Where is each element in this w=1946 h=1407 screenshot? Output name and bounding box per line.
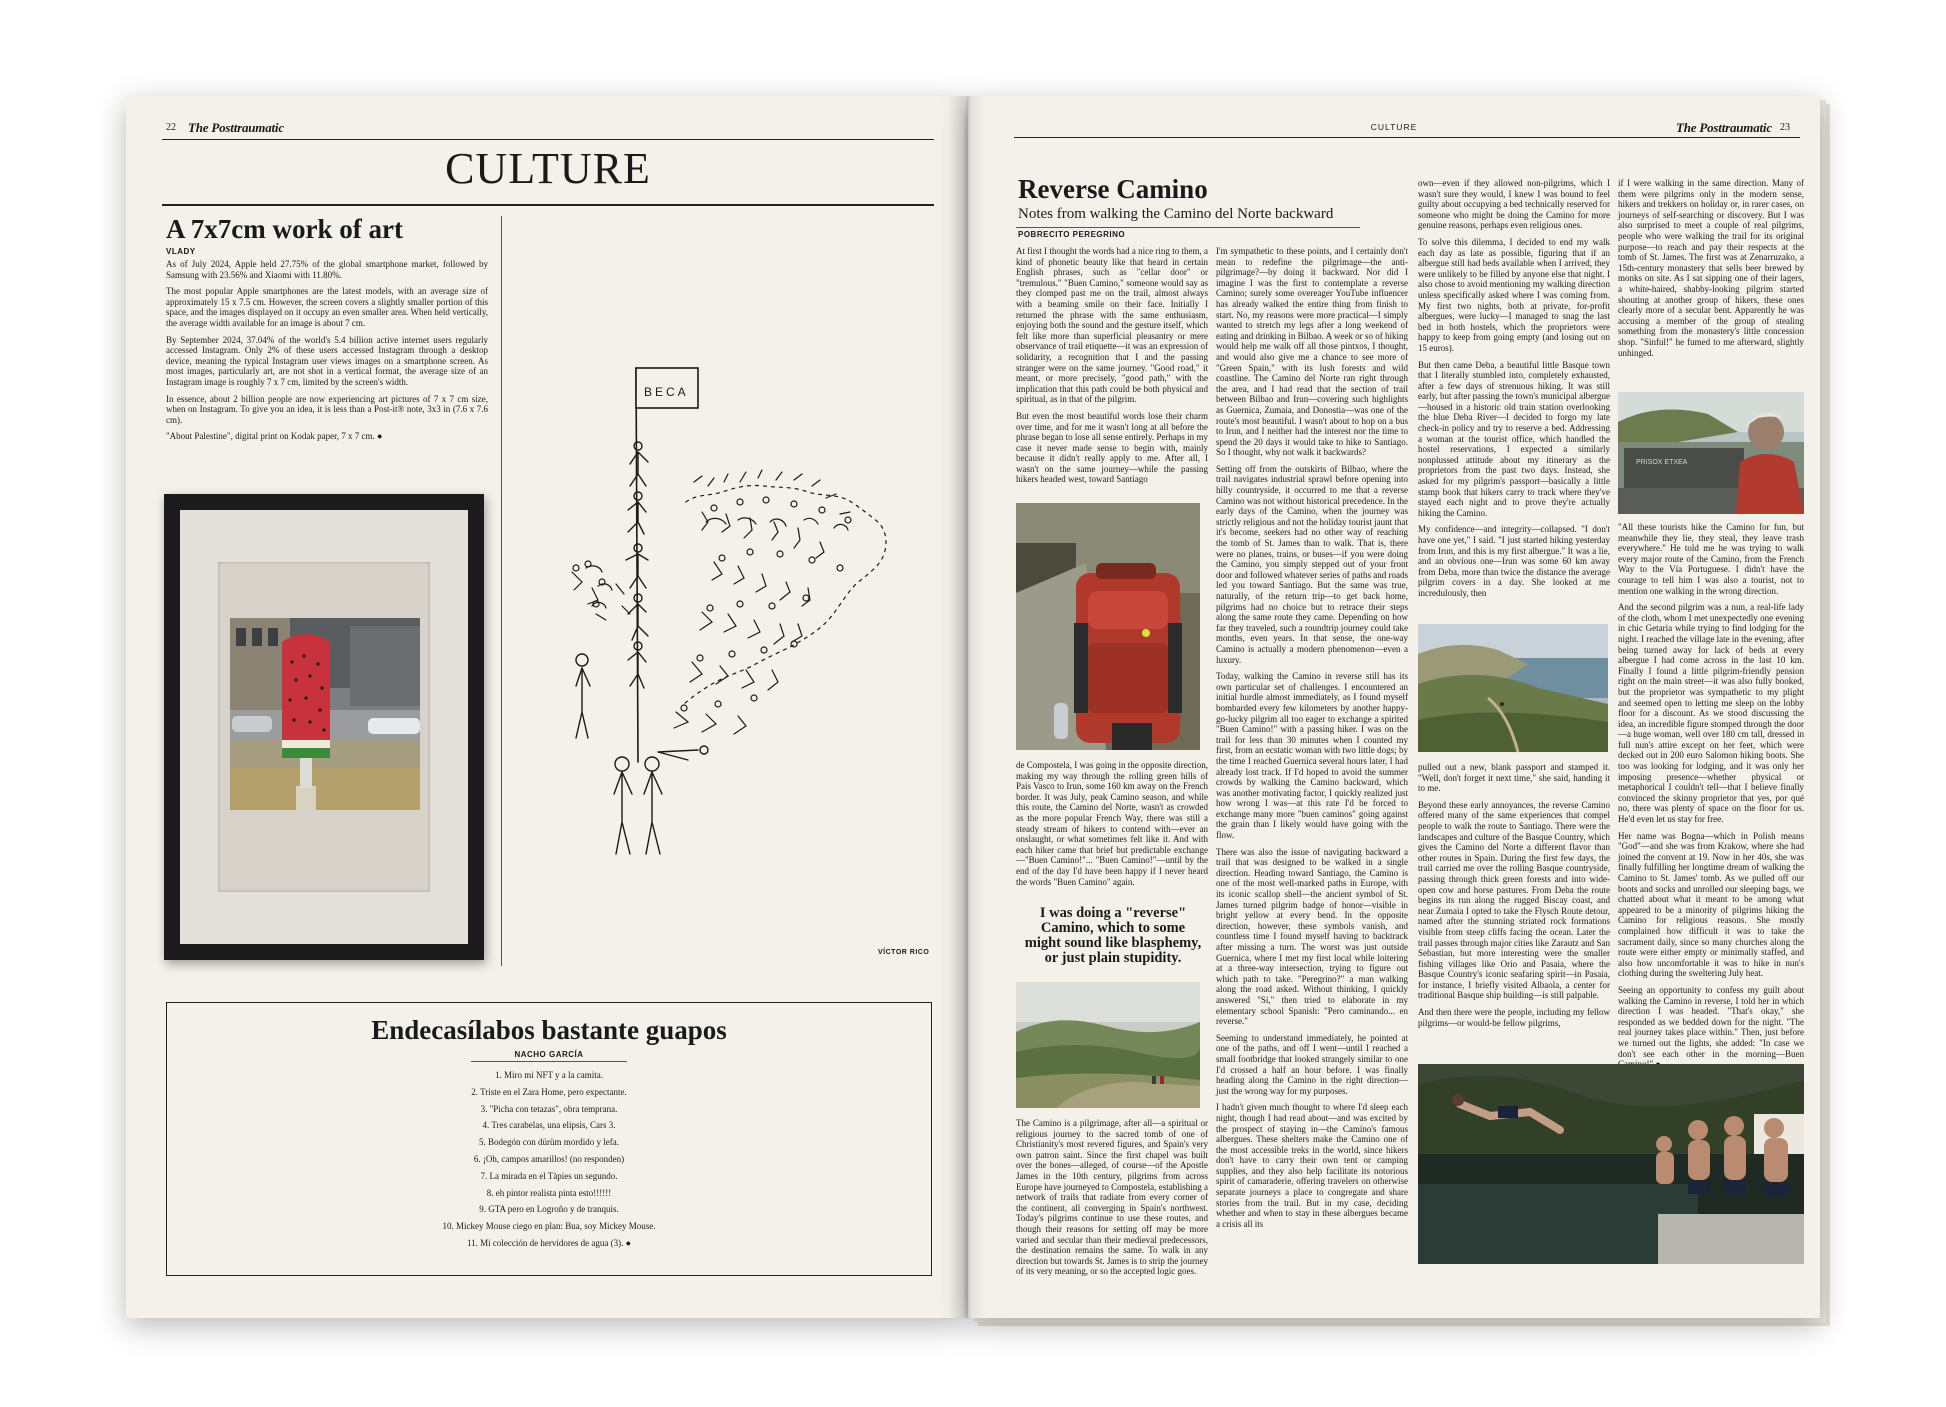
article-paragraph: The Camino is a pilgrimage, after all—a spiritual or religious journey to the sacred tomb of one of Christianity's most revered figures, and Spain's very own patron saint. Since the first chapel was built over the bones—alleged, of course—of the Apostle James in the 10th century, pilgrims from across Europe have journeyed to Compostela, establishing a network of trails that radiate from every corner of the continent, all converging in Spain's northwest. Today's pilgrims continue to use these routes, and though their reasons for setting off may be more varied and secular than their medieval predecessors, the destination remains the same. To walk in any direction but towards St. James is to strip the journey of its very meaning, or so the accepted logic goes.	[1016, 1118, 1208, 1277]
backpack-photo	[1016, 503, 1200, 750]
article-paragraph: In essence, about 2 billion people are now experiencing art pictures of 7 x 7 cm size, when on Instagram. To give you an idea, it is less than a Post-it® note, 3x3 in (7.6 x 7.6 cm).	[166, 393, 488, 425]
article-paragraph: Seeming to understand immediately, he pointed at one of the paths, and off I went—until I reached a small footbridge that looked strangely similar to one I'd crossed a half an hour before. I was finally heading along the Camino in the right direction—just the wrong way for my purposes.	[1216, 1032, 1408, 1096]
article-paragraph: But even the most beautiful words lose their charm over time, and for me it wasn't long at all before the phrase began to lose all sense entirely. Perhaps in my case it never made sense to begin with, mainly because it didn't really apply to me. After all, I wasn't on the same journey—while the passing hikers headed west, toward Santiago	[1016, 410, 1208, 485]
pull-quote: I was doing a "reverse" Camino, which to some might sound like blasphemy, or just plain stupidity.	[1024, 905, 1202, 966]
article-paragraph: By September 2024, 37.04% of the world's 5.4 billion active internet users regularly accessed Instagram. Only 2% of these users accessed Instagram through a desktop device, meaning the typical Instagram user views images on a smartphone screen. As most images, particularly art, are not shot in a vertical format, the average size of an Instagram image is roughly 7 x 7 cm, limited by the screen's width.	[166, 334, 488, 387]
watermelon-ice-pop-photo	[230, 618, 420, 810]
article-paragraph: Seeing an opportunity to confess my guilt about walking the Camino in reverse, I told her in which direction I was headed. "That's okay," she responded as we bedded down for the night. "The real journey takes place within." Then, just before we turned out the lights, she added: "In case we don't see each other in the morning—Buen	[1618, 984, 1804, 1059]
article-paragraph: pulled out a new, blank passport and stamped it. "Well, don't forget it next time," she said, handing it to me.	[1418, 762, 1610, 794]
article-subhead: Notes from walking the Camino del Norte backward	[1018, 206, 1334, 222]
poem-line: 11. Mi colección de hervidores de agua (3). ●	[466, 1237, 632, 1248]
article-paragraph: The most popular Apple smartphones are the latest models, with an average size of approximately 15 x 7.5 cm. However, the screen covers a slightly smaller portion of this space, and the images displayed on it occupy an even smaller area. When held vertically, the average width available for an image is about 7 cm.	[166, 286, 488, 328]
article-paragraph: if I were walking in the same direction. Many of them were pilgrims only in the modern sense, hikers and trekkers on holiday or, in rarer cases, on journeys of self-searching or discovery. But I was also surprised to meet a couple of real pilgrims, people who were walking the trail for its original purpose—to reach and pay their respects at the tomb of St. James. The first was at Zenarruzako, a 15th-century monastery that sells beer brewed by monks on site. As I sat sipping one of their lagers, a white-haired, shabby-looking pilgrim started shouting at another group of hikers, these ones clearly more of a secular bent. Apparently he was accusing a member of the group of stealing something from the monastery's little concession shop. "Sinful!" he fumed to me afterward, slightly unhinged.	[1618, 178, 1804, 358]
article-paragraph: And then there were the people, including my fellow pilgrims—or would-be fellow pilgrims,	[1418, 1007, 1610, 1028]
article-column-4-continued	[1618, 522, 1804, 1082]
article-paragraph: And the second pilgrim was a nun, a real-life lady of the cloth, whom I met unexpectedly one evening in chic Getaria while trying to find lodging for the night. I reached the village late in the evening, after being turned away for lack of beds at every albergue I had come across in the last 10 km. Finally I found a little pilgrim-friendly pension right on the main street—it was also fully booked, but the proprietor was sympathetic to my plight and seemed open to letting me sleep on the lobby floor for a discount. As we stood discussing the idea, an incredible figure stomped through the door—a huge woman, well over 180 cm tall, dressed in full nun's attire except on her feet, which were decked out in 200 euro Salomon hiking boots. She too was looking for lodging, and it was only her imposing presence—whether physical or metaphorical I couldn't tell—that I believe finally convinced the skinny proprietor that yes, por qué no, there was plenty of space on the floor for us. He'd even let us stay for free.	[1618, 602, 1804, 825]
flag-climbing-illustration	[526, 332, 946, 892]
article-column-1-final	[1016, 1118, 1208, 1284]
section-title: CULTURE	[445, 144, 651, 193]
article-column-2	[1216, 246, 1408, 1286]
page-number: 23	[1780, 122, 1790, 133]
old-pilgrim-photo	[1618, 392, 1804, 514]
article-paragraph: Setting off from the outskirts of Bilbao, where the trail navigates industrial sprawl before opening into hilly countryside, it occurred to me that a reverse Camino was not without historical precedence. In the early days of the Camino, when the journey was strictly religious and not the holiday tourist jaunt that it's become, seekers had no other way of reaching the tomb of St. James than to walk. That is, there were no planes, trains, or buses—if you were doing the Camino, you simply stepped out of your front door and followed whatever series of paths and roads led you toward Santiago. But the same was true, naturally, of the return trip—to get back home, pilgrims had no choice but to retrace their steps along the same route they came. Depending on how far they traveled, such a roundtrip journey could take months, even years. In that sense, the one-way Camino is actually a modern phenomenon—even a luxury.	[1216, 463, 1408, 665]
article-column-4	[1618, 178, 1804, 384]
poem-line: 5. Bodegón con dürüm mordido y lefa.	[479, 1137, 619, 1148]
article-paragraph: Today, walking the Camino in reverse still has its own particular set of challenges. I encountered an initial hurdle almost immediately, as I found myself bombarded every few kilometers by another happy-go-lucky pilgrim all too eager to exchange a spirited "Buen Camino!" with a passing hiker. I was on the trail for less than 30 minutes when I counted my first, from an ecstatic woman with two little dogs; by the time I reached Guernica several hours later, I had already lost track. If I'd hoped to avoid the summer crowds by walking the Camino backward, which was another motivating factor, I quickly realized just how wrong I was—at this rate I'd be forced to exchange many more "buen caminos" going against the grain than I likely would have going with the flow.	[1216, 671, 1408, 841]
article-paragraph: To solve this dilemma, I decided to end my walk each day as late as possible, figuring that if an albergue still had beds available when I arrived, they were unlikely to be filled by anyone else that night. I also chose to avoid mentioning my walking direction unless specifically asked where I was coming from. My first two nights, both at private, for-profit albergues, were lucky—I managed to snag the last bed in both hostels, which the proprietors were happy to keep from going empty (and losing out on 15 euros).	[1418, 236, 1610, 353]
article-paragraph: Beyond these early annoyances, the reverse Camino offered many of the same experiences that compel people to walk the route to Santiago. There were the landscapes and culture of the Basque Country, which gives the Camino del Norte a different flavor than other routes in Spain. During the first few days, the trail carried me over the rolling Basque countryside, passing through thick green forests and into wide-open cow and horse pastures. From Deba the route begins its run along the rugged Biscay coast, and near Zumaia I opted to take the Flysch Route detour, named after the stunning striated rock formations visible from steep cliffs facing the ocean. Later the trail passes through major cities like Zarautz and San Sebastian, but more interesting were the smaller fishing villages like Orio and Pasaia, where the Basque Country's iconic seafaring spirit—in Pasaia, for instance, I briefly visited Albaola, a center for traditional Basque ship building—is still palpable.	[1418, 799, 1610, 1001]
poem-line: 8. eh pintor realista pinta esto!!!!!!	[486, 1187, 612, 1198]
framed-artwork	[164, 494, 484, 960]
poem-byline: NACHO GARCÍA	[514, 1050, 584, 1059]
article-paragraph: own—even if they allowed non-pilgrims, which I wasn't sure they would, I knew I was bound to feel guilty about occupying a bed technically reserved for someone who might be doing the Camino for more genuine reasons, perhaps even religious ones.	[1418, 178, 1610, 231]
poem-line: 1. Miro mi NFT y a la camita.	[494, 1070, 604, 1080]
byline: VLADY	[166, 247, 196, 256]
left-page	[126, 96, 964, 1318]
article-column-1-continued	[1016, 760, 1208, 893]
harbor-jump-photo	[1418, 1064, 1804, 1264]
section-label: CULTURE	[1370, 122, 1418, 132]
green-hills-photo	[1016, 982, 1200, 1108]
article-column-3	[1418, 178, 1610, 614]
article-paragraph: There was also the issue of navigating backward a trail that was designed to be walked in a single direction. Heading toward Santiago, the Camino is one of the most well-marked paths in Europe, with its iconic scallop shell—the ancient symbol of St. James turned pilgrim badge of honor—visible in bright yellow at every bend. In the opposite direction, however, these symbols vanish, and countless time I found myself having to backtrack after missing a turn. The worst was just outside Guernica, where I met my first local while loitering at a three-way intersection, trying to figure out which path to take. "Peregrino?" a man walking along the road asked. Without thinking, I quickly answered "Sí," then tried to elaborate in my elementary school Spanish: "Pero caminando... en reverse."	[1216, 846, 1408, 1027]
article-column-3-continued	[1418, 762, 1610, 1028]
poem-title: Endecasílabos bastante guapos	[371, 1015, 727, 1045]
article-headline: A 7x7cm work of art	[166, 214, 403, 244]
article-paragraph: de Compostela, I was going in the opposite direction, making my way through the rolling green hills of País Vasco to Irun, some 160 km away on the French border. It was July, peak Camino season, and while this route, the Camino del Norte, wasn't as crowded as the more popular French Way, there was still a steady stream of hikers to contend with—ever an onslaught, or what sometimes felt like it. And with each hiker came that brief but predictable exchange—"Buen Camino!"... "Buen Camino!"—until by the end of the day I'd have been happy if I never heard the words "Buen Camino" again.	[1016, 760, 1208, 887]
flag-text: BECA	[644, 385, 689, 399]
article-paragraph: At first I thought the words had a nice ring to them, a kind of phonetic beauty like that heard in certain English phrases, such as "cellar door" or "tremulous." "Buen Camino," someone would say as they clomped past me on the trail, almost always with a beaming smile on their face. Initially I returned the phrase with the same enthusiasm, enjoying both the sound and the gesture itself, which felt like more than superficial pleasantry or mere observance of trail etiquette—it was an expression of solidarity, a recognition that I and the passing stranger were on the same journey. "Good road," it meant, or more precisely, "good path," with the implication that this path could be both physical and spiritual, as in that of the pilgrim.	[1016, 246, 1208, 405]
illustration-credit: VÍCTOR RICO	[878, 949, 930, 956]
poem-box	[166, 1002, 932, 1276]
photo-sign-text: PRISOX ETXEA	[1636, 459, 1688, 466]
article-column-1	[1016, 246, 1208, 491]
masthead: The Posttraumatic	[188, 120, 284, 135]
article-headline: Reverse Camino	[1018, 174, 1208, 204]
poem-line: 3. "Picha con tetazas", obra temprana.	[480, 1103, 618, 1114]
coastal-cliffs-photo	[1418, 624, 1608, 752]
article-body	[166, 259, 488, 448]
article-paragraph: But then came Deba, a beautiful little Basque town that I literally stumbled into, completely exhausted, after a few days of strenuous hiking. It was still early, but after passing the town's municipal albergue—housed in a historic old train station overlooking the blue Deba River—I decided to forgo my late check-in policy and try to reserve a bed. Addressing a woman at the tourist office, which handled the hostel reservations, I expected a similarly nonplussed attitude about my itinerary as the proprietors from the past two days. Instead, she asked for my pilgrim's passport—basically a little stamp book that hikers carry to track where they've stayed each night and to prove they're actually hiking the Camino.	[1418, 359, 1610, 518]
poem-line: 6. ¡Oh, campos amarillos! (no responden)	[473, 1153, 625, 1164]
poem-lines	[167, 1067, 931, 1252]
poem-line: 9. GTA pero en Logroño y de tranquis.	[479, 1204, 619, 1215]
poem-line: 2. Triste en el Zara Home, pero expectante.	[471, 1086, 627, 1097]
poem-line: 4. Tres carabelas, una elipsis, Cars 3.	[482, 1120, 616, 1131]
poem-line: 10. Mickey Mouse ciego en plan: Bua, soy Mickey Mouse.	[442, 1221, 656, 1232]
article-paragraph: "All these tourists hike the Camino for fun, but meanwhile they lie, they steal, they leave trash everywhere." He told me he was trying to walk every major route of the Camino, from the French Way to the Vía Portuguese. I didn't have the courage to tell him I was also a tourist, not to mention one walking in the wrong direction.	[1618, 522, 1804, 596]
page-number: 22	[166, 122, 176, 133]
right-page	[968, 96, 1820, 1318]
poem-line: 7. La mirada en el Tàpies un segundo.	[480, 1170, 618, 1181]
article-paragraph: I hadn't given much thought to where I'd sleep each night, though I had read about—and was excited by the prospect of staying in—the Camino's famous albergues. These shelters make the Camino one of the most accessible treks in the world, since hikers don't have to carry their own tent or camping supplies, and they also help facilitate its notorious spirit of camaraderie, offering travelers on otherwise separate journeys a place to congregate and share stories from the trail. But in my case, deciding whether and when to stay in these albergues became a crisis all its	[1216, 1102, 1408, 1229]
masthead: The Posttraumatic	[1676, 120, 1772, 135]
article-paragraph: Her name was Bogna—which in Polish means "God"—and she was from Krakow, where she had joined the convent at 19. Now in her 40s, she was finally fulfilling her longtime dream of walking the Camino to St. James' tomb. As we pulled off our boots and socks and unrolled our sleeping bags, we chatted about what it meant to be among what appeared to be a minority of pilgrims hiking the Camino for religious reasons. She mostly complained how difficult it was to take the sacrament daily, since so many churches along the route were either empty or minimally staffed, and also how uncomfortable it was to hike in nun's clothing during the sweltering July heat.	[1618, 830, 1804, 979]
article-paragraph: "About Palestine", digital print on Kodak paper, 7 x 7 cm. ●	[166, 431, 383, 442]
byline: POBRECITO PEREGRINO	[1018, 230, 1126, 239]
article-paragraph: My confidence—and integrity—collapsed. "I don't have one yet," I said. "I just started hiking yesterday from Irun, and this is my first albergue." It was a lie, and an obvious one—Irun was some 60 km away from Deba, more than twice the distance the average pilgrim covers in a day. She looked at me incredulously, then	[1418, 524, 1610, 598]
article-paragraph: I'm sympathetic to these points, and I certainly don't mean to redefine the pilgrimage—the anti-pilgrimage?—by doing it backward. Nor did I imagine I was the first to contemplate a reverse Camino; surely some overeager YouTube influencer has already walked the entire thing from finish to start. No, my reasons were more practical—I simply wanted to stretch my legs after a long weekend of eating and drinking in Bilbao. A week or so of hiking would help me walk off all those pintxos, I thought, and would also give me a chance to see more of "Green Spain," with its lush forests and wild coastline. The Camino del Norte ran right through the area, and I had read that the section of trail between Bilbao and Irun—covering such highlights as Guernica, Zumaia, and Donostia—was one of the route's most beautiful. I wasn't about to hop on a bus to Irun, and I neither had the interest nor the time to spend the 20 days it would take to hike to Santiago. So I thought, why not walk it backwards?	[1216, 246, 1408, 458]
article-paragraph: As of July 2024, Apple held 27.75% of the global smartphone market, followed by Samsung with 23.56% and Xiaomi with 11.80%.	[166, 259, 488, 280]
